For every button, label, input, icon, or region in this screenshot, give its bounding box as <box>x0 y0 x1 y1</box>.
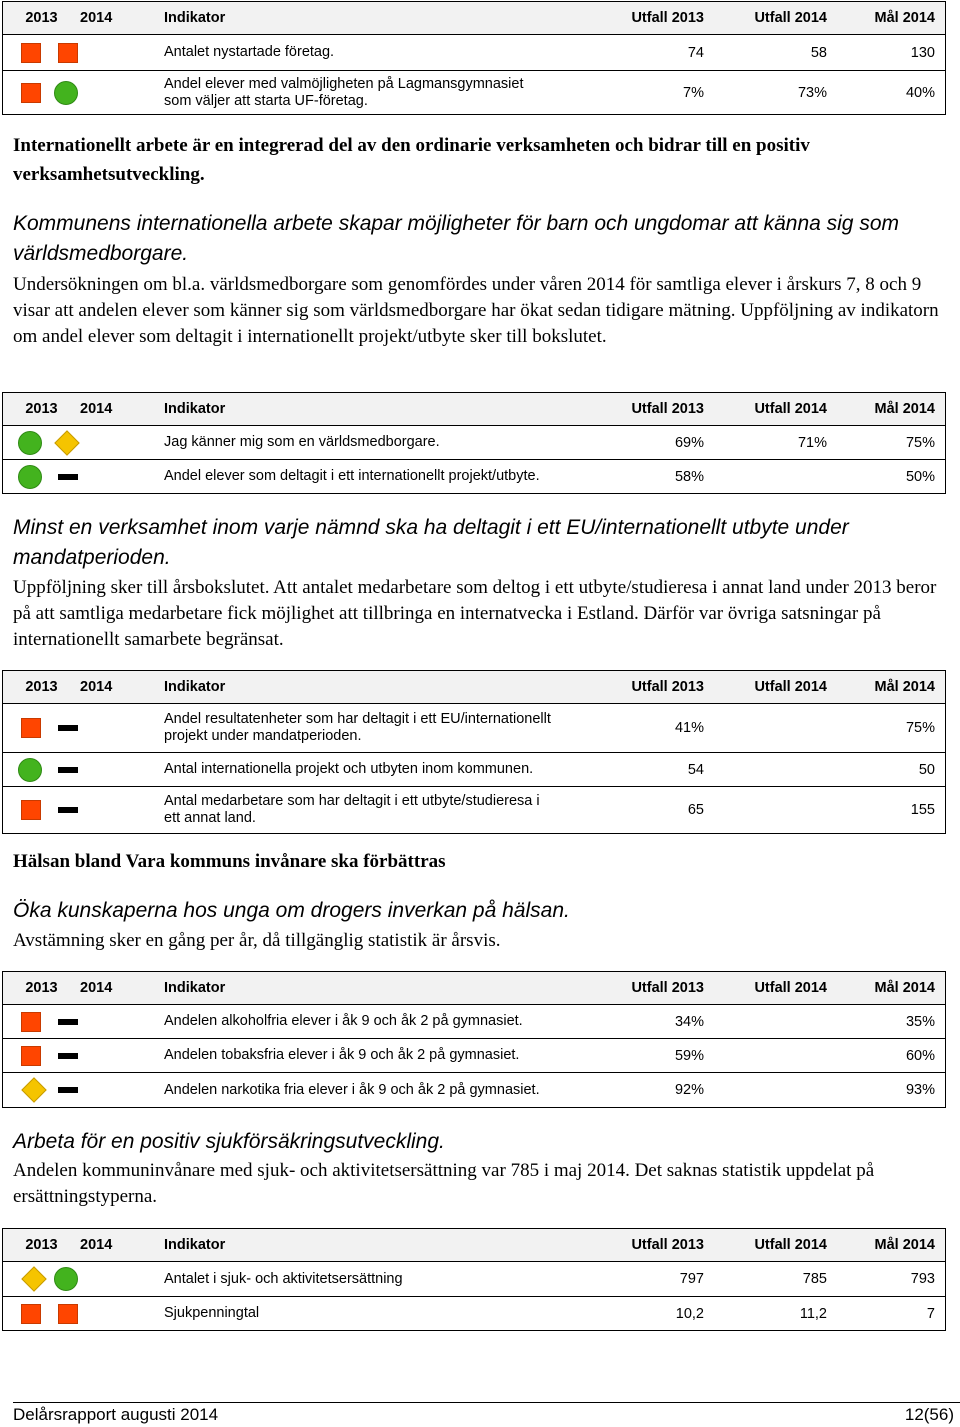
yellow-diamond-icon <box>21 1077 46 1102</box>
table-row <box>3 426 946 460</box>
green-circle-icon <box>18 431 42 455</box>
table-row <box>3 460 946 494</box>
header-utfall-2013: Utfall 2013 <box>554 2 704 35</box>
goal-description: Uppföljning sker till årsbokslutet. Att antalet medarbetare som deltog i ett utbyte/studieresa i annat land under 2013 beror på att samtliga medarbetare fick möjlighet att tillbringa en internatvecka i Estland. Därför var övriga satsningar på internationellt samarbete begränsat. <box>13 577 937 650</box>
table-row <box>3 71 946 115</box>
goal-description: Undersökningen om bl.a. världsmedborgare som genomfördes under våren 2014 för samtliga elever i årskurs 7, 8 och 9 visar att andelen elever som känner sig som världsmedborgare har ökat sedan tidigare mätning. Uppföljning av indikatorn om andel elever som deltagit i internationellt projekt/utbyte sker till bokslutet. <box>13 274 939 347</box>
utfall-2013-value: 10,2 <box>554 1297 704 1331</box>
utfall-2013-value: 74 <box>554 35 704 71</box>
green-circle-icon <box>54 81 78 105</box>
utfall-2014-value: 71% <box>704 426 827 460</box>
table-header <box>3 1229 946 1262</box>
header-indikator: Indikator <box>130 393 554 426</box>
goal-description: Andelen kommuninvånare med sjuk- och aktivitetsersättning var 785 i maj 2014. Det saknas statistik uppdelat på ersättningstyperna. <box>13 1160 875 1207</box>
indicator-table-4 <box>2 971 946 1108</box>
goal-description: Avstämning sker en gång per år, då tillgänglig statistik är årsvis. <box>13 930 501 951</box>
status-2014 <box>80 1297 130 1331</box>
table-header <box>3 393 946 426</box>
goal-subheading: Arbeta för en positiv sjukförsäkringsutveckling. <box>13 1130 445 1153</box>
indicator-table-5 <box>2 1228 946 1331</box>
table-row <box>3 1005 946 1039</box>
utfall-2013-value: 797 <box>554 1262 704 1297</box>
header-indikator: Indikator <box>130 671 554 704</box>
utfall-2014-value <box>704 1005 827 1039</box>
header-utfall-2014: Utfall 2014 <box>704 393 827 426</box>
utfall-2013-value: 92% <box>554 1073 704 1108</box>
mal-2014-value: 155 <box>827 787 946 834</box>
header-utfall-2014: Utfall 2014 <box>704 972 827 1005</box>
mal-2014-value: 50% <box>827 460 946 494</box>
header-2014: 2014 <box>80 2 130 35</box>
mal-2014-value: 40% <box>827 71 946 115</box>
goal-heading: Internationellt arbete är en integrerad del av den ordinarie verksamheten och bidrar till en positiv verksamhetsutveckling. <box>13 135 810 185</box>
status-2014 <box>80 1005 130 1039</box>
header-2013: 2013 <box>3 671 81 704</box>
green-circle-icon <box>18 465 42 489</box>
mal-2014-value: 7 <box>827 1297 946 1331</box>
utfall-2014-value: 785 <box>704 1262 827 1297</box>
status-2014 <box>80 753 130 787</box>
header-utfall-2013: Utfall 2013 <box>554 1229 704 1262</box>
utfall-2014-value: 73% <box>704 71 827 115</box>
status-2014 <box>80 460 130 494</box>
utfall-2013-value: 34% <box>554 1005 704 1039</box>
dash-icon <box>58 1019 78 1025</box>
indicator-text: Andelen alkoholfria elever i åk 9 och åk 2 på gymnasiet. <box>130 1005 554 1039</box>
mal-2014-value: 60% <box>827 1039 946 1073</box>
header-mal-2014: Mål 2014 <box>827 671 946 704</box>
status-2014 <box>80 426 130 460</box>
dash-icon <box>58 767 78 773</box>
header-utfall-2014: Utfall 2014 <box>704 2 827 35</box>
table-row <box>3 1297 946 1331</box>
table-row <box>3 1039 946 1073</box>
header-utfall-2013: Utfall 2013 <box>554 972 704 1005</box>
header-indikator: Indikator <box>130 2 554 35</box>
green-circle-icon <box>18 758 42 782</box>
utfall-2014-value <box>704 460 827 494</box>
mal-2014-value: 35% <box>827 1005 946 1039</box>
dash-icon <box>58 474 78 480</box>
dash-icon <box>58 1087 78 1093</box>
header-2013: 2013 <box>3 2 81 35</box>
utfall-2014-value <box>704 1073 827 1108</box>
dash-icon <box>58 807 78 813</box>
page-number: 12(56) <box>904 1405 954 1424</box>
red-square-icon <box>58 43 78 63</box>
red-square-icon <box>21 83 41 103</box>
indicator-text: Sjukpenningtal <box>130 1297 554 1331</box>
utfall-2013-value: 7% <box>554 71 704 115</box>
utfall-2014-value <box>704 1039 827 1073</box>
indicator-text: Andel elever med valmöjligheten på Lagmansgymnasiet som väljer att starta UF-företag. <box>130 71 554 115</box>
table-row <box>3 753 946 787</box>
header-mal-2014: Mål 2014 <box>827 1229 946 1262</box>
header-mal-2014: Mål 2014 <box>827 393 946 426</box>
header-indikator: Indikator <box>130 972 554 1005</box>
red-square-icon <box>21 1046 41 1066</box>
indicator-table-1 <box>2 1 946 115</box>
header-2014: 2014 <box>80 393 130 426</box>
indicator-text: Jag känner mig som en världsmedborgare. <box>130 426 554 460</box>
mal-2014-value: 793 <box>827 1262 946 1297</box>
table-row <box>3 35 946 71</box>
green-circle-icon <box>54 1267 78 1291</box>
indicator-text: Antalet nystartade företag. <box>130 35 554 71</box>
utfall-2013-value: 41% <box>554 704 704 753</box>
header-utfall-2014: Utfall 2014 <box>704 1229 827 1262</box>
mal-2014-value: 50 <box>827 753 946 787</box>
utfall-2013-value: 58% <box>554 460 704 494</box>
goal-subheading: Minst en verksamhet inom varje nämnd ska ha deltagit i ett EU/internationellt utbyte under mandatperioden. <box>13 516 849 569</box>
indicator-text: Antal internationella projekt och utbyten inom kommunen. <box>130 753 554 787</box>
utfall-2014-value <box>704 704 827 753</box>
header-utfall-2013: Utfall 2013 <box>554 393 704 426</box>
footer-divider <box>13 1402 960 1403</box>
table-header <box>3 671 946 704</box>
header-utfall-2013: Utfall 2013 <box>554 671 704 704</box>
header-mal-2014: Mål 2014 <box>827 2 946 35</box>
red-square-icon <box>21 800 41 820</box>
table-row <box>3 1073 946 1108</box>
status-2014 <box>80 35 130 71</box>
indicator-table-3 <box>2 670 946 834</box>
header-indikator: Indikator <box>130 1229 554 1262</box>
table-header <box>3 972 946 1005</box>
utfall-2013-value: 65 <box>554 787 704 834</box>
status-2014 <box>80 787 130 834</box>
status-2014 <box>80 1073 130 1108</box>
utfall-2013-value: 54 <box>554 753 704 787</box>
indicator-text: Andelen tobaksfria elever i åk 9 och åk 2 på gymnasiet. <box>130 1039 554 1073</box>
indicator-table-2 <box>2 392 946 494</box>
indicator-text: Andel elever som deltagit i ett internationellt projekt/utbyte. <box>130 460 554 494</box>
red-square-icon <box>21 718 41 738</box>
header-2013: 2013 <box>3 1229 81 1262</box>
header-utfall-2014: Utfall 2014 <box>704 671 827 704</box>
utfall-2014-value: 58 <box>704 35 827 71</box>
utfall-2014-value <box>704 753 827 787</box>
mal-2014-value: 130 <box>827 35 946 71</box>
indicator-text: Antalet i sjuk- och aktivitetsersättning <box>130 1262 554 1297</box>
status-2014 <box>80 71 130 115</box>
mal-2014-value: 93% <box>827 1073 946 1108</box>
header-2014: 2014 <box>80 671 130 704</box>
goal-heading: Hälsan bland Vara kommuns invånare ska förbättras <box>13 851 446 872</box>
goal-subheading: Kommunens internationella arbete skapar möjligheter för barn och ungdomar att känna sig som världsmedborgare. <box>13 212 899 265</box>
status-2014 <box>80 1039 130 1073</box>
red-square-icon <box>21 1012 41 1032</box>
mal-2014-value: 75% <box>827 704 946 753</box>
status-2014 <box>80 1262 130 1297</box>
mal-2014-value: 75% <box>827 426 946 460</box>
red-square-icon <box>21 1304 41 1324</box>
dash-icon <box>58 1053 78 1059</box>
indicator-text: Antal medarbetare som har deltagit i ett utbyte/studieresa i ett annat land. <box>130 787 554 834</box>
header-2013: 2013 <box>3 393 81 426</box>
footer-title: Delårsrapport augusti 2014 <box>13 1405 219 1424</box>
table-row <box>3 704 946 753</box>
goal-subheading: Öka kunskaperna hos unga om drogers inverkan på hälsan. <box>13 899 570 922</box>
table-row <box>3 1262 946 1297</box>
indicator-text: Andel resultatenheter som har deltagit i ett EU/internationellt projekt under mandatperioden. <box>130 704 554 753</box>
header-2014: 2014 <box>80 1229 130 1262</box>
dash-icon <box>58 725 78 731</box>
indicator-text: Andelen narkotika fria elever i åk 9 och åk 2 på gymnasiet. <box>130 1073 554 1108</box>
header-mal-2014: Mål 2014 <box>827 972 946 1005</box>
utfall-2013-value: 69% <box>554 426 704 460</box>
red-square-icon <box>21 43 41 63</box>
header-2013: 2013 <box>3 972 81 1005</box>
utfall-2014-value: 11,2 <box>704 1297 827 1331</box>
table-row <box>3 787 946 834</box>
header-2014: 2014 <box>80 972 130 1005</box>
red-square-icon <box>58 1304 78 1324</box>
utfall-2014-value <box>704 787 827 834</box>
status-2014 <box>80 704 130 753</box>
utfall-2013-value: 59% <box>554 1039 704 1073</box>
table-header <box>3 2 946 35</box>
yellow-diamond-icon <box>21 1266 46 1291</box>
